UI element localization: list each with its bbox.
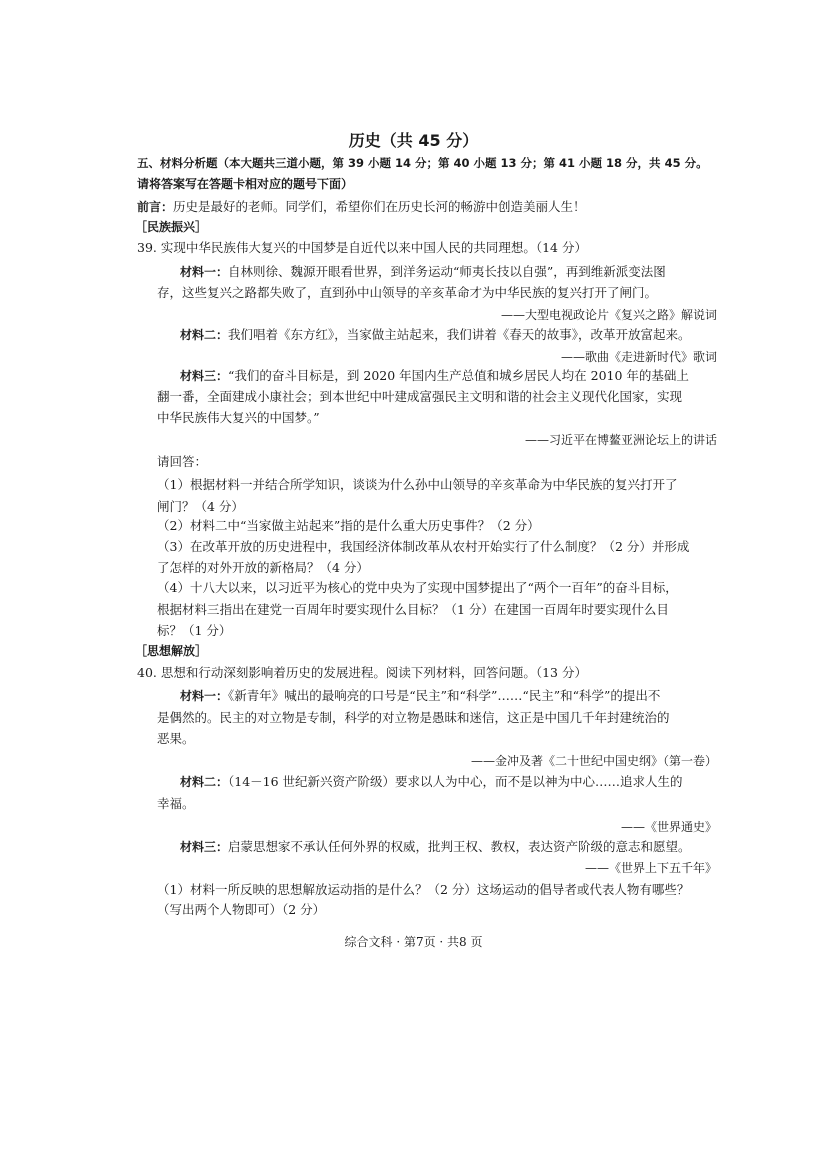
q39-material1-label: 材料一： <box>180 265 229 279</box>
q40-material3-text1: 启蒙思想家不承认任何外界的权威，批判王权、教权，表达资产阶级的意志和愿望。 <box>228 839 691 854</box>
q39-material2-source: ——歌曲《走进新时代》歌词 <box>560 350 717 364</box>
preface-text: 历史是最好的老师。同学们，希望你们在历史长河的畅游中创造美丽人生！ <box>173 199 586 214</box>
q40-material1-text1: 《新青年》喊出的最响亮的口号是“民主”和“科学”……“民主”和“科学”的提出不 <box>228 688 661 703</box>
q40-material1-line2: 是偶然的。民主的对立物是专制，科学的对立物是愚昧和迷信，这正是中国几千年封建统治的 <box>157 710 670 725</box>
q39-material1-text1: 自林则徐、魏源开眼看世界，到洋务运动“师夷长技以自强”，再到维新派变法图 <box>228 264 666 279</box>
q40-sub1-line1: （1）材料一所反映的思想解放运动指的是什么？（2 分）这场运动的倡导者或代表人物有哪些？ <box>157 882 690 897</box>
q40-material2-source: ——《世界通史》 <box>620 820 717 834</box>
q39-material2-line1 <box>180 327 691 343</box>
q40-sub1-line2: （写出两个人物即可）（2 分） <box>157 902 326 917</box>
q39-material3-line2: 翻一番，全面建成小康社会；到本世纪中叶建成富强民主文明和谐的社会主义现代化国家，实现 <box>157 389 683 404</box>
q40-material1-label: 材料一： <box>180 689 229 703</box>
q39-material1-line1 <box>180 264 666 280</box>
q40-material2-label: 材料二： <box>180 775 229 789</box>
q39-material2-text1: 我们唱着《东方红》，当家做主站起来，我们讲着《春天的故事》，改革开放富起来。 <box>228 327 691 342</box>
q39-material1-source: ——大型电视政论片《复兴之路》解说词 <box>500 308 717 322</box>
q40-material3-label: 材料三： <box>180 840 229 854</box>
q39-sub3-line2: 了怎样的对外开放的新格局？（4 分） <box>157 560 369 575</box>
q40-material2-line2: 幸福。 <box>157 796 195 811</box>
q39-material3-text1: “我们的奋斗目标是，到 2020 年国内生产总值和城乡居民人均在 2010 年的基础上 <box>228 368 689 383</box>
q40-material3-line1 <box>180 839 691 855</box>
page-title: 历史（共 45 分） <box>348 131 479 150</box>
q40-material2-text1: （14－16 世纪新兴资产阶级）要求以人为中心，而不是以神为中心……追求人生的 <box>228 774 683 789</box>
q39-stem: 39. 实现中华民族伟大复兴的中国梦是自近代以来中国人民的共同理想。（14 分） <box>137 240 587 255</box>
preface-label: 前言： <box>137 200 174 214</box>
q39-ask: 请回答： <box>157 454 208 469</box>
q39-sub4-line2: 根据材料三指出在建党一百周年时要实现什么目标？（1 分）在建国一百周年时要实现什么目 <box>157 602 669 617</box>
q39-sub3-line1: （3）在改革开放的历史进程中，我国经济体制改革从农村开始实行了什么制度？（2 分）并形成 <box>157 539 690 554</box>
preface <box>137 199 586 215</box>
q40-material1-source: ——金冲及著《二十世纪中国史纲》（第一卷） <box>470 754 717 768</box>
q39-material3-source: ——习近平在博鳌亚洲论坛上的讲话 <box>524 433 717 447</box>
q39-sub2-line1: （2）材料二中“当家做主站起来”指的是什么重大历史事件？（2 分） <box>157 518 540 533</box>
q39-material2-label: 材料二： <box>180 328 229 342</box>
q39-sub1-line1: （1）根据材料一并结合所学知识，谈谈为什么孙中山领导的辛亥革命为中华民族的复兴打开了 <box>157 477 678 492</box>
q39-material3-label: 材料三： <box>180 369 229 383</box>
q40-material2-line1 <box>180 774 683 790</box>
q40-material3-source: ——《世界上下五千年》 <box>584 861 717 875</box>
q39-material3-line1 <box>180 368 689 384</box>
page-footer: 综合文科 · 第7页 · 共8 页 <box>344 935 483 949</box>
tag-national-rejuvenation: ［民族振兴］ <box>135 220 208 234</box>
q39-material3-line3: 中华民族伟大复兴的中国梦。” <box>157 410 320 425</box>
tag-thought-liberation: ［思想解放］ <box>135 644 208 658</box>
q39-sub4-line1: （4）十八大以来，以习近平为核心的党中央为了实现中国梦提出了“两个一百年”的奋斗目标， <box>157 580 678 595</box>
section-header: 五、材料分析题（本大题共三道小题，第 39 小题 14 分；第 40 小题 13 分；第 41 小题 18 分，共 45 分。 <box>137 156 708 170</box>
q40-material1-line1 <box>180 688 660 704</box>
section-note: 请将答案写在答题卡相对应的题号下面） <box>137 177 354 191</box>
q40-stem: 40. 思想和行动深刻影响着历史的发展进程。阅读下列材料，回答问题。（13 分） <box>137 665 587 680</box>
q39-sub4-line3: 标？（1 分） <box>157 623 232 638</box>
q40-material1-line3: 恶果。 <box>157 731 195 746</box>
q39-material1-line2: 存，这些复兴之路都失败了，直到孙中山领导的辛亥革命才为中华民族的复兴打开了闸门。 <box>157 285 658 300</box>
q39-sub1-line2: 闸门？（4 分） <box>157 499 244 514</box>
